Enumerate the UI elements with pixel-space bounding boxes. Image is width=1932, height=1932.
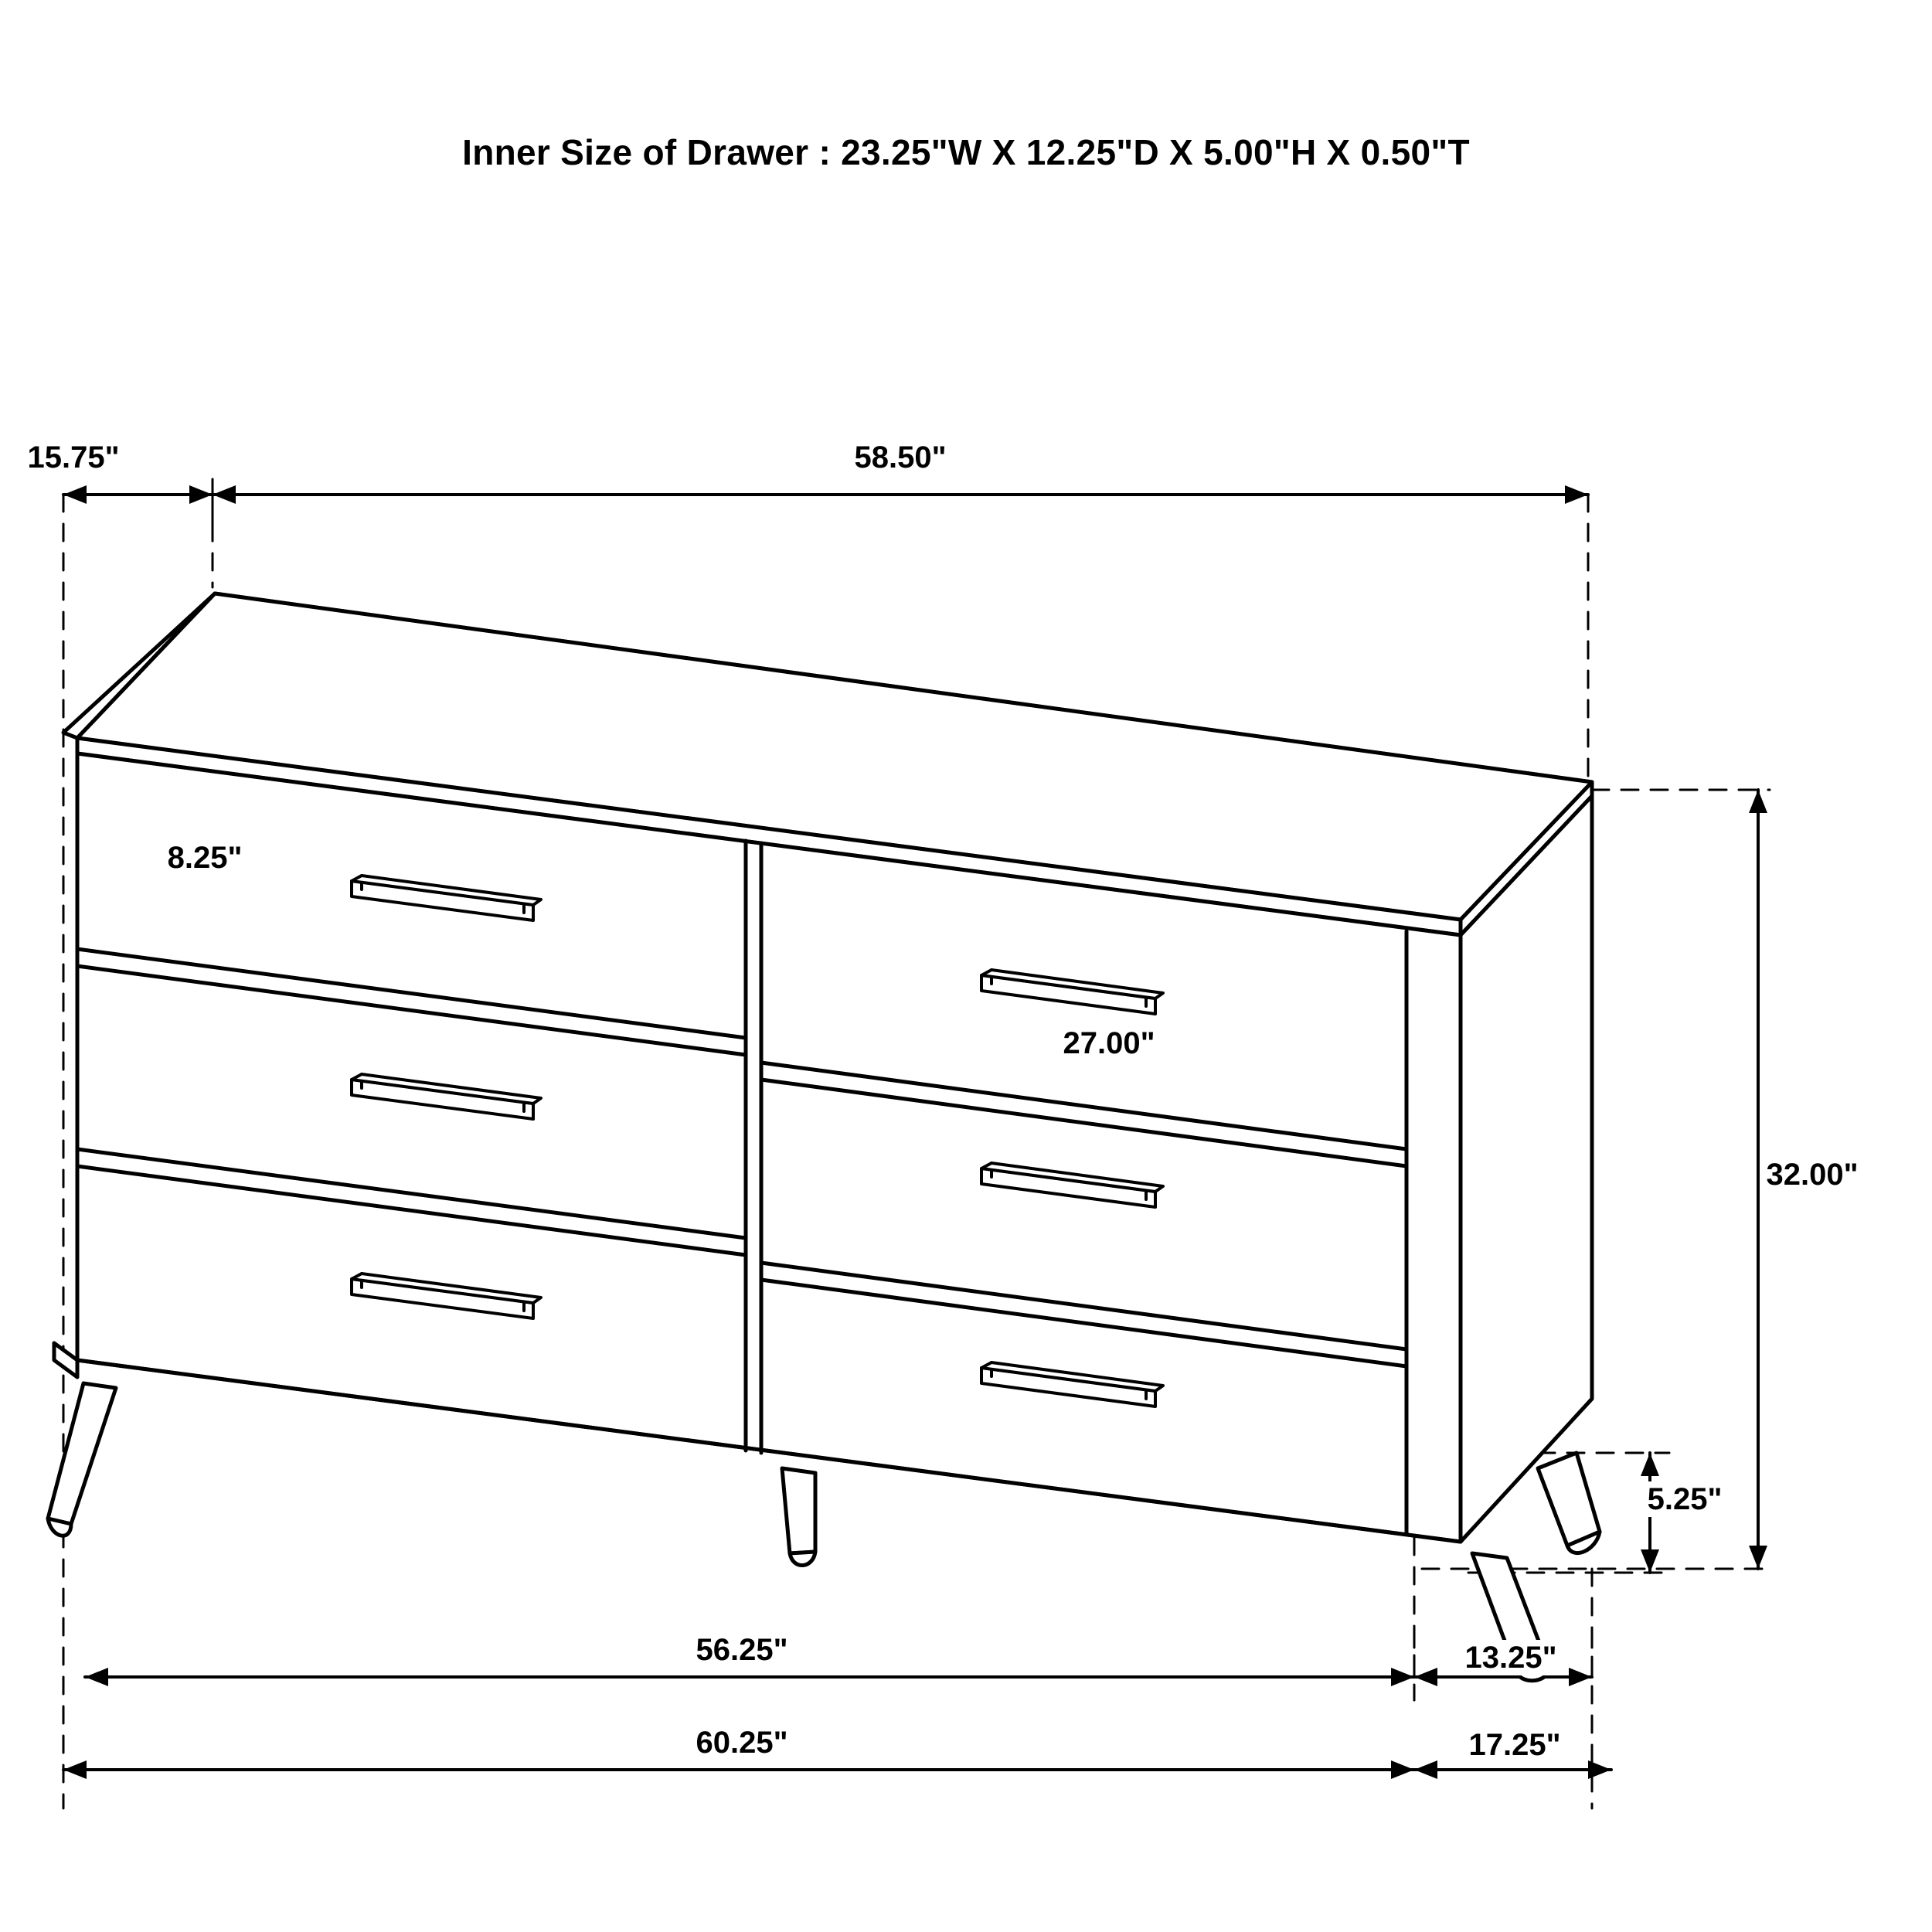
dimension-overall-width: [63, 1760, 1414, 1779]
dimension-label-overall-depth: 17.25": [1462, 1727, 1566, 1763]
dimension-overall-depth: [1414, 1760, 1611, 1779]
page-title: Inner Size of Drawer : 23.25"W X 12.25"D X 5.00"H X 0.50"T: [462, 132, 1470, 172]
dimension-label-drawer-width: 27.00": [1056, 1026, 1161, 1061]
dimension-depth-top: [63, 485, 213, 504]
dimension-label-depth-top: 15.75": [21, 440, 125, 475]
dimension-label-overall-width: 60.25": [689, 1725, 794, 1760]
dimension-label-width-top: 58.50": [848, 440, 952, 475]
dimension-label-drawer-height: 8.25": [162, 840, 249, 876]
dimension-width-top: [213, 485, 1588, 504]
dimension-label-case-width: 56.25": [689, 1632, 794, 1668]
dimension-label-leg-height: 5.25": [1641, 1481, 1729, 1517]
dimension-case-width: [85, 1668, 1414, 1686]
dimension-label-leg-span-depth: 13.25": [1458, 1640, 1563, 1675]
dimension-label-case-height: 32.00": [1760, 1157, 1864, 1192]
